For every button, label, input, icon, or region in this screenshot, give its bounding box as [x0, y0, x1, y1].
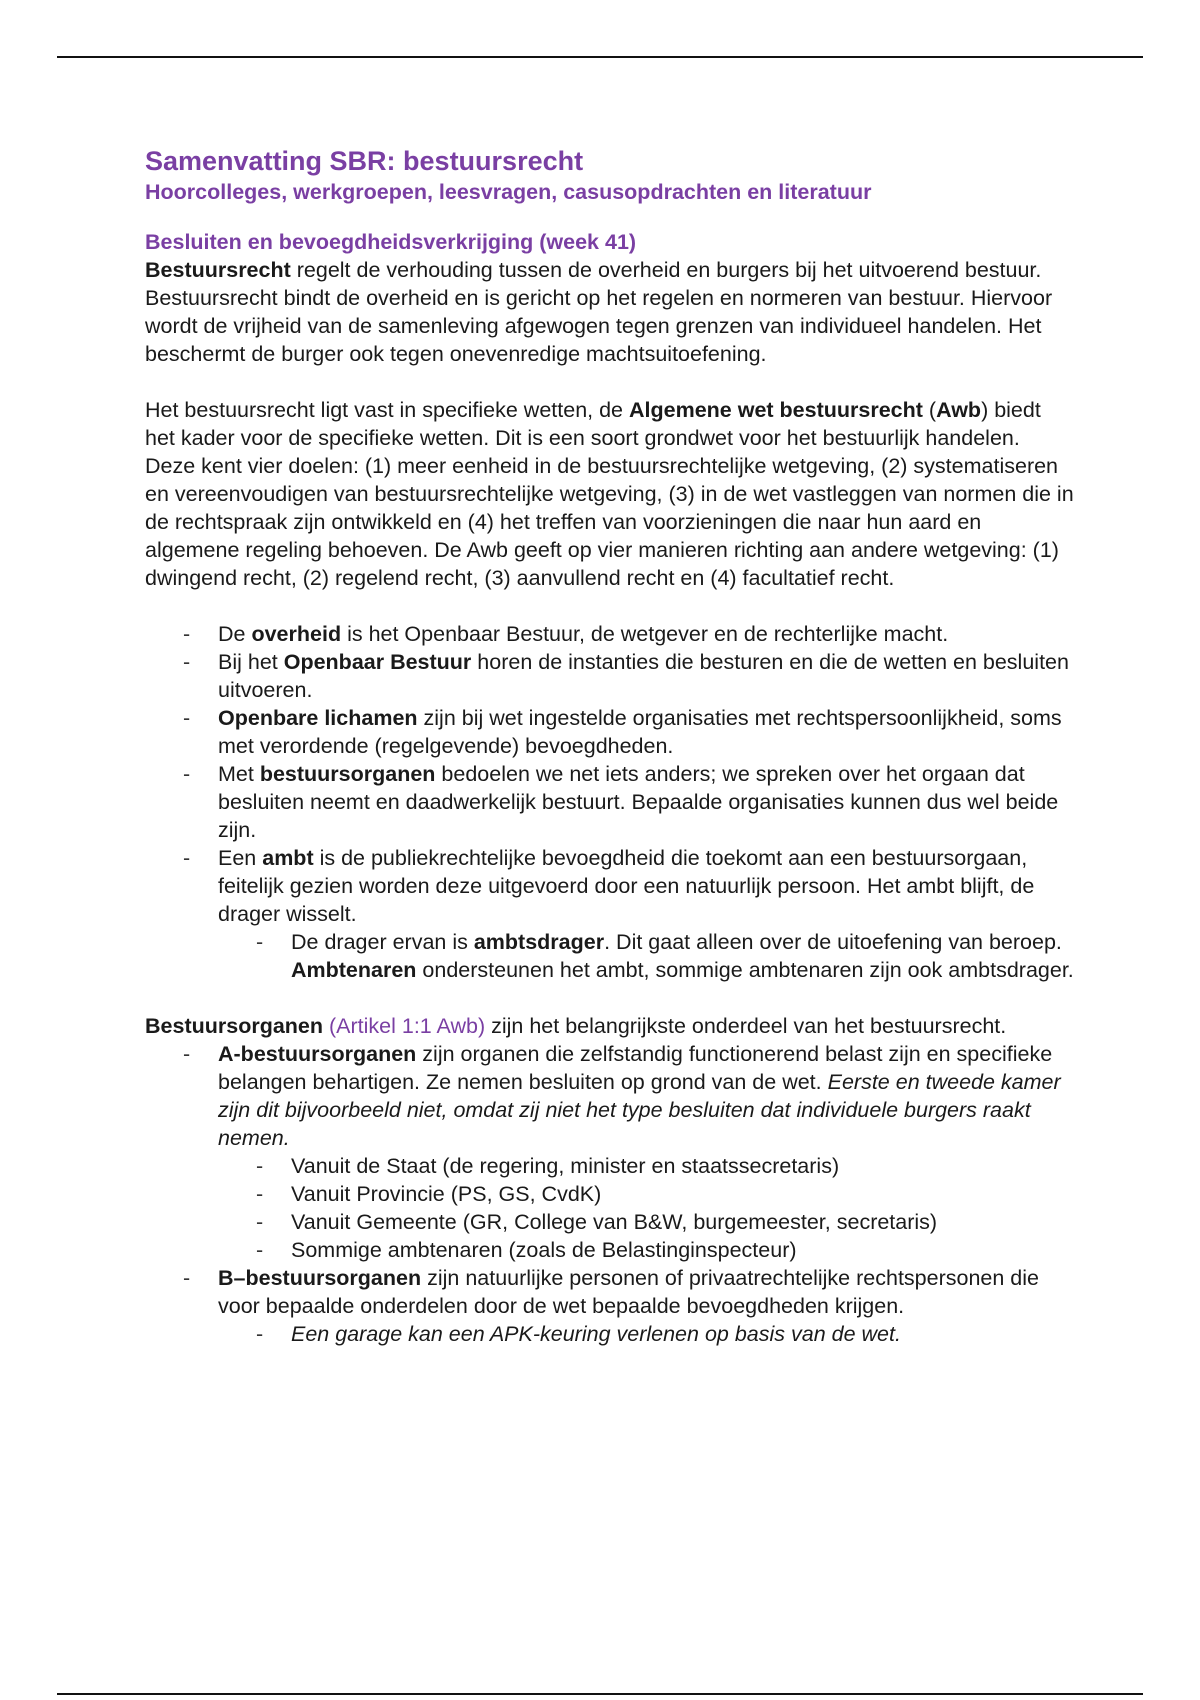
list-item: - Bij het Openbaar Bestuur horen de instanties die besturen en die de wetten en besluiten uitvoeren. [183, 650, 1069, 702]
dash-bullet: - [256, 1210, 264, 1234]
section-heading: Besluiten en bevoegdheidsverkrijging (week 41) [145, 230, 637, 254]
organs-list [145, 1040, 1075, 1348]
top-rule [57, 56, 1143, 58]
intro-paragraph: Bestuursrecht regelt de verhouding tussen de overheid en burgers bij het uitvoerend bestuur. Bestuursrecht bindt de overheid en is gericht op het regelen en normeren van bestuur. Hiervoor wordt de vrijheid van de samenleving afgewogen tegen grenzen van individueel handelen. Het beschermt de burger ook tegen onevenredige machtsuitoefening. [145, 258, 1053, 366]
dash-bullet: - [256, 930, 264, 954]
bestuursorganen-paragraph: Bestuursorganen (Artikel 1:1 Awb) zijn het belangrijkste onderdeel van het bestuursrecht. [145, 1014, 1007, 1038]
dash-bullet: - [183, 706, 191, 730]
dash-bullet: - [183, 622, 191, 646]
list-item: - Vanuit de Staat (de regering, minister en staatssecretaris) [256, 1154, 840, 1178]
sub-list [218, 928, 1075, 984]
list-item: - Met bestuursorganen bedoelen we net iets anders; we spreken over het orgaan dat besluiten neemt en daadwerkelijk bestuurt. Bepaalde organisaties kunnen dus wel beide zijn. [183, 762, 1059, 842]
bold-term: Bestuursrecht [145, 258, 291, 282]
list-item: - Vanuit Provincie (PS, GS, CvdK) [256, 1182, 602, 1206]
list-item: - Een ambt is de publiekrechtelijke bevoegdheid die toekomt aan een bestuursorgaan, feitelijk gezien worden deze uitgevoerd door een natuurlijk persoon. Het ambt blijft, de drager wisselt. - De drager ervan is ambtsdrager. Dit gaat alleen over de uitoefening van beroep. Ambtenaren ondersteunen het ambt, sommige ambtenaren zijn ook ambtsdrager. [183, 846, 1074, 982]
dash-bullet: - [256, 1182, 264, 1206]
dash-bullet: - [256, 1154, 264, 1178]
dash-bullet: - [183, 1042, 191, 1066]
bold-term: Bestuursorganen [145, 1014, 324, 1038]
awb-paragraph: Het bestuursrecht ligt vast in specifieke wetten, de Algemene wet bestuursrecht (Awb) biedt het kader voor de specifieke wetten. Dit is een soort grondwet voor het bestuurlijk handelen. Deze kent vier doelen: (1) meer eenheid in de bestuursrechtelijke wetgeving, (2) systematiseren en vereenvoudigen van bestuursrechtelijke wetgeving, (3) in de wet vastleggen van normen die in de rechtspraak zijn ontwikkeld en (4) het treffen van voorzieningen die naar hun aard en algemene regeling behoeven. De Awb geeft op vier manieren richting aan andere wetgeving: (1) dwingend recht, (2) regelend recht, (3) aanvullend recht en (4) facultatief recht. [145, 398, 1074, 590]
definitions-list [145, 620, 1075, 984]
dash-bullet: - [183, 1266, 191, 1290]
bottom-rule [57, 1693, 1143, 1695]
list-item: - Vanuit Gemeente (GR, College van B&W, burgemeester, secretaris) [256, 1210, 938, 1234]
sub-list [218, 1320, 1075, 1348]
document-subtitle: Hoorcolleges, werkgroepen, leesvragen, casusopdrachten en literatuur [145, 180, 872, 204]
list-item: - De drager ervan is ambtsdrager. Dit gaat alleen over de uitoefening van beroep. Ambtenaren ondersteunen het ambt, sommige ambtenaren zijn ook ambtsdrager. [256, 930, 1074, 982]
bold-term: Algemene wet bestuursrecht [629, 398, 923, 422]
list-item: - B–bestuursorganen zijn natuurlijke personen of privaatrechtelijke rechtspersonen die voor bepaalde onderdelen door de wet bepaalde bevoegdheden krijgen. - Een garage kan een APK-keuring verlenen op basis van de wet. [145, 1264, 1075, 1348]
list-item: - Openbare lichamen zijn bij wet ingestelde organisaties met rechtspersoonlijkheid, soms met verordende (regelgevende) bevoegdheden. [183, 706, 1062, 758]
list-item: - De overheid is het Openbaar Bestuur, de wetgever en de rechterlijke macht. [183, 622, 949, 646]
dash-bullet: - [183, 650, 191, 674]
list-item: - Sommige ambtenaren (zoals de Belastinginspecteur) [256, 1238, 797, 1262]
document-page [145, 144, 1075, 1348]
dash-bullet: - [256, 1322, 264, 1346]
document-title: Samenvatting SBR: bestuursrecht [145, 146, 584, 176]
bold-term: Awb [936, 398, 982, 422]
dash-bullet: - [256, 1238, 264, 1262]
article-reference: (Artikel 1:1 Awb) [329, 1014, 486, 1038]
dash-bullet: - [183, 846, 191, 870]
dash-bullet: - [183, 762, 191, 786]
list-item [218, 1320, 1075, 1348]
example-note: Een garage kan een APK-keuring verlenen op basis van de wet. [291, 1322, 901, 1346]
list-item: - A-bestuursorganen zijn organen die zelfstandig functionerend belast zijn en specifieke belangen behartigen. Ze nemen besluiten op grond van de wet. Eerste en tweede kamer zijn dit bijvoorbeeld niet, omdat zij niet het type besluiten dat individuele burgers raakt nemen. - Vanuit de Staat (de regering, minister en staatssecretaris) - Vanuit Provincie (PS, GS, CvdK) - Vanuit Gemeente (GR, College van B&W, burgemeester, secretaris) - Sommige ambtenaren (zoals de Belastinginspecteur) [145, 1040, 1075, 1264]
sub-list [218, 1152, 1075, 1264]
example-note: Eerste en tweede kamer zijn dit bijvoorbeeld niet, omdat zij niet het type besluiten dat individuele burgers raakt nemen. [218, 1070, 1061, 1150]
